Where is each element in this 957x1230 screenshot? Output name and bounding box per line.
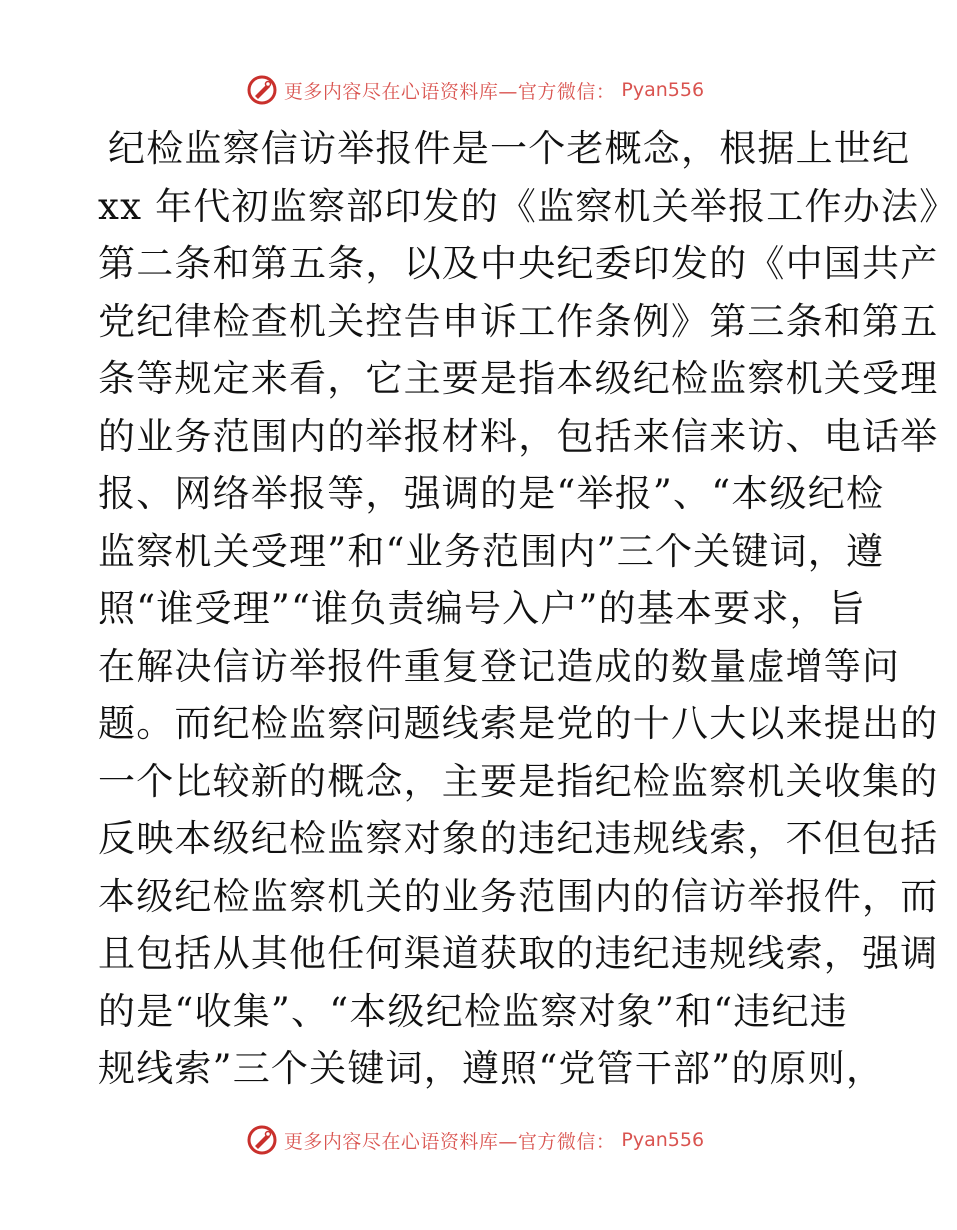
text-line: 规线索”三个关键词，遵照“党管干部”的原则， bbox=[98, 1047, 885, 1090]
footer-banner-text: 更多内容尽在心语资料库—官方微信： bbox=[283, 1130, 616, 1153]
pen-logo-icon bbox=[246, 1124, 278, 1156]
text-line: 题。而纪检监察问题线索是党的十八大以来提出的 bbox=[98, 702, 939, 745]
text-line: 监察机关受理”和“业务范围内”三个关键词，遵 bbox=[98, 529, 885, 573]
footer-wechat-id: Pyan556 bbox=[621, 1129, 705, 1151]
text-line: 一个比较新的概念，主要是指纪检监察机关收集的 bbox=[98, 759, 939, 803]
text-line: 的是“收集”、“本级纪检监察对象”和“违纪违 bbox=[98, 989, 848, 1033]
pen-logo-icon bbox=[246, 74, 278, 106]
text-line: 第二条和第五条，以及中央纪委印发的《中国共产 bbox=[98, 242, 939, 285]
header-banner-text: 更多内容尽在心语资料库—官方微信： bbox=[283, 80, 616, 103]
header-wechat-id: Pyan556 bbox=[621, 79, 705, 101]
text-line: 照“谁受理”“谁负责编号入户”的基本要求，旨 bbox=[98, 587, 867, 630]
document-body bbox=[98, 120, 957, 1098]
text-line: 纪检监察信访举报件是一个老概念，根据上世纪 bbox=[108, 127, 911, 170]
text-line: 党纪律检查机关控告申诉工作条例》第三条和第五 bbox=[98, 299, 939, 343]
text-line: 条等规定来看，它主要是指本级纪检监察机关受理 bbox=[98, 357, 939, 400]
footer-watermark-banner bbox=[0, 1120, 950, 1160]
text-line: 的业务范围内的举报材料，包括来信来访、电话举 bbox=[98, 414, 939, 458]
text-line: 且包括从其他任何渠道获取的违纪违规线索，强调 bbox=[98, 932, 939, 975]
text-line: 反映本级纪检监察对象的违纪违规线索，不但包括 bbox=[98, 817, 939, 860]
text-line: 在解决信访举报件重复登记造成的数量虚增等问 bbox=[98, 644, 901, 688]
header-watermark-banner bbox=[0, 70, 950, 110]
text-line: 本级纪检监察机关的业务范围内的信访举报件，而 bbox=[98, 874, 939, 918]
text-line: xx 年代初监察部印发的《监察机关举报工作办法》 bbox=[98, 184, 957, 228]
text-line: 报、网络举报等，强调的是“举报”、“本级纪检 bbox=[98, 472, 885, 515]
